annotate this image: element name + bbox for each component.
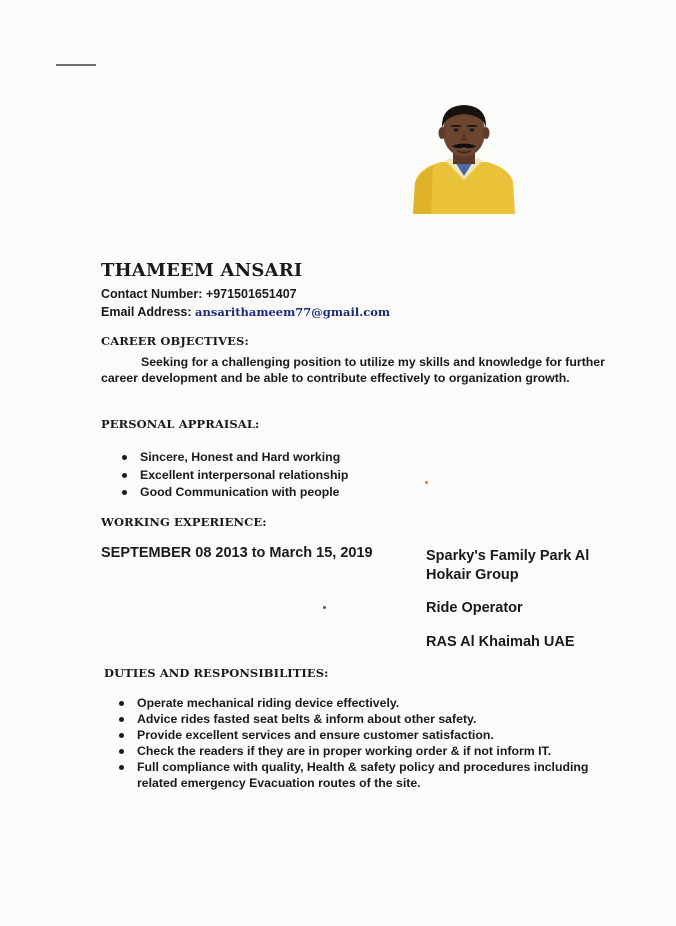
list-item: Sincere, Honest and Hard working xyxy=(118,449,348,467)
list-item: Provide excellent services and ensure customer satisfaction. xyxy=(115,727,615,743)
employer-name: Sparky's Family Park Al Hokair Group xyxy=(426,548,590,583)
list-item: Excellent interpersonal relationship xyxy=(118,467,348,485)
personal-appraisal-list xyxy=(118,449,348,502)
bullet-icon xyxy=(119,733,124,738)
ink-speck xyxy=(323,606,326,609)
contact-number-label: Contact Number: xyxy=(101,287,203,301)
bullet-icon xyxy=(122,490,127,495)
list-item: Good Communication with people xyxy=(118,484,348,502)
profile-photo-illustration xyxy=(411,100,517,214)
contact-number-value: +971501651407 xyxy=(205,287,297,301)
profile-photo xyxy=(411,100,517,214)
list-item: Operate mechanical riding device effectively. xyxy=(115,695,615,711)
employment-dates: SEPTEMBER 08 2013 to March 15, 2019 xyxy=(101,545,373,561)
career-objectives-text: Seeking for a challenging position to utilize my skills and knowledge for further career development and be able to contribute effectively to organization growth. xyxy=(101,355,605,385)
contact-number-line xyxy=(101,287,297,301)
duties-list xyxy=(115,695,615,791)
candidate-name: THAMEEM ANSARI xyxy=(101,260,303,281)
bullet-icon xyxy=(119,765,124,770)
personal-appraisal-heading: PERSONAL APPRAISAL: xyxy=(101,417,260,431)
list-item: Full compliance with quality, Health & safety policy and procedures including related emergency Evacuation routes of the site. xyxy=(115,759,615,791)
pen-mark xyxy=(56,64,96,66)
list-item: Check the readers if they are in proper working order & if not inform IT. xyxy=(115,743,615,759)
career-objectives-heading: CAREER OBJECTIVES: xyxy=(101,334,249,348)
bullet-icon xyxy=(119,717,124,722)
email-label: Email Address: xyxy=(101,305,192,319)
list-item: Advice rides fasted seat belts & inform about other safety. xyxy=(115,711,615,727)
ink-speck xyxy=(425,481,428,484)
duties-heading: DUTIES AND RESPONSIBILITIES: xyxy=(104,666,329,680)
working-experience-heading: WORKING EXPERIENCE: xyxy=(101,515,267,529)
email-line xyxy=(101,305,390,319)
job-location: RAS Al Khaimah UAE xyxy=(426,634,575,650)
bullet-icon xyxy=(122,455,127,460)
bullet-icon xyxy=(119,701,124,706)
email-value[interactable]: ansarithameem77@gmail.com xyxy=(195,305,391,319)
job-title: Ride Operator xyxy=(426,600,523,616)
bullet-icon xyxy=(122,473,127,478)
bullet-icon xyxy=(119,749,124,754)
